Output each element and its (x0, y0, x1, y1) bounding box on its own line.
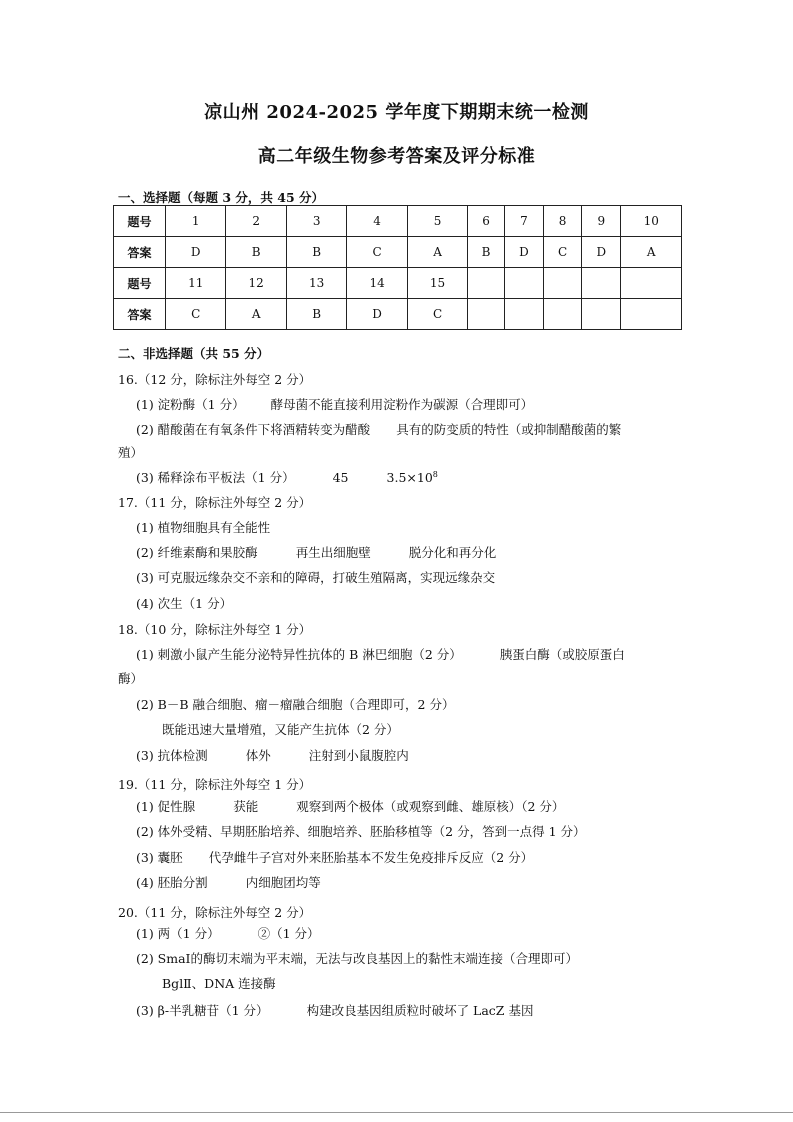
q20-answer-2b: BglⅡ、DNA 连接酶 (162, 976, 276, 991)
answer-text: (3) 抗体检测 (136, 748, 208, 763)
row-label: 题号 (114, 206, 166, 237)
table-cell (582, 268, 621, 299)
table-cell: 10 (621, 206, 682, 237)
table-cell: 6 (468, 206, 504, 237)
table-cell (544, 299, 582, 330)
q17-answer-3: (3) 可克服远缘杂交不亲和的障碍，打破生殖隔离，实现远缘杂交 (136, 570, 496, 585)
answer-text: (3) β-半乳糖苷（1 分） (136, 1003, 269, 1018)
table-cell: C (407, 299, 467, 330)
row-label: 题号 (114, 268, 166, 299)
q16-answer-3 (136, 468, 438, 486)
table-cell: A (621, 237, 682, 268)
answer-text: (2) 醋酸菌在有氧条件下将酒精转变为醋酸 (136, 422, 371, 437)
exponent: 8 (432, 469, 438, 479)
table-row (114, 237, 682, 268)
table-cell (621, 299, 682, 330)
table-cell: D (582, 237, 621, 268)
table-cell (504, 299, 543, 330)
q18-heading: 18.（10 分，除标注外每空 1 分） (118, 622, 312, 637)
answer-text: (3) 稀释涂布平板法（1 分） (136, 470, 295, 485)
answer-text: 45 (332, 470, 349, 485)
answer-text: 再生出细胞壁 (295, 545, 371, 560)
table-cell: 5 (407, 206, 467, 237)
q18-answer-3 (136, 746, 409, 764)
page-subtitle: 高二年级生物参考答案及评分标准 (257, 146, 536, 167)
table-cell: 13 (286, 268, 346, 299)
answer-text: 具有的防变质的特性（或抑制醋酸菌的繁 (396, 422, 622, 437)
q17-answer-4: (4) 次生（1 分） (136, 596, 233, 611)
q19-heading: 19.（11 分，除标注外每空 1 分） (118, 777, 312, 792)
q19-answer-3 (136, 848, 533, 866)
table-cell: C (347, 237, 407, 268)
table-cell: 2 (226, 206, 286, 237)
table-cell: A (407, 237, 467, 268)
answer-table (113, 205, 682, 330)
row-label: 答案 (114, 237, 166, 268)
table-cell: D (166, 237, 226, 268)
answer-text: 胰蛋白酶（或胶原蛋白 (499, 647, 625, 662)
answer-text: (1) 淀粉酶（1 分） (136, 397, 245, 412)
q20-answer-2: (2) SmaⅠ的酶切末端为平末端，无法与改良基因上的黏性末端连接（合理即可） (136, 951, 578, 966)
section1-title: 一、选择题（每题 3 分，共 45 分） (118, 190, 325, 205)
q17-answer-1: (1) 植物细胞具有全能性 (136, 520, 271, 535)
answer-text: (1) 刺激小鼠产生能分泌特异性抗体的 B 淋巴细胞（2 分） (136, 647, 462, 662)
q20-heading: 20.（11 分，除标注外每空 2 分） (118, 905, 312, 920)
answer-text: (1) 促性腺 (136, 799, 196, 814)
row-label: 答案 (114, 299, 166, 330)
q20-answer-1 (136, 924, 320, 942)
table-cell (504, 268, 543, 299)
answer-text: (2) 纤维素酶和果胶酶 (136, 545, 258, 560)
answer-text: 代孕雌牛子宫对外来胚胎基本不发生免疫排斥反应（2 分） (208, 850, 534, 865)
q19-answer-1 (136, 797, 564, 815)
table-cell: 4 (347, 206, 407, 237)
table-cell: 3 (286, 206, 346, 237)
answer-text: 体外 (245, 748, 271, 763)
table-cell: D (347, 299, 407, 330)
answer-text: 酵母菌不能直接利用淀粉作为碳源（合理即可） (270, 397, 534, 412)
answer-text: 注射到小鼠腹腔内 (308, 748, 409, 763)
table-cell: 8 (544, 206, 582, 237)
answer-text: (3) 囊胚 (136, 850, 183, 865)
table-cell: 12 (226, 268, 286, 299)
section2-title: 二、非选择题（共 55 分） (118, 346, 270, 361)
table-cell (582, 299, 621, 330)
table-cell: 14 (347, 268, 407, 299)
table-cell: B (286, 299, 346, 330)
table-cell: 7 (504, 206, 543, 237)
q16-answer-2 (136, 420, 621, 438)
q16-answer-2-cont: 殖） (118, 445, 144, 460)
table-cell: 15 (407, 268, 467, 299)
q18-answer-2: (2) B－B 融合细胞、瘤－瘤融合细胞（合理即可，2 分） (136, 697, 455, 712)
q19-answer-2: (2) 体外受精、早期胚胎培养、细胞培养、胚胎移植等（2 分，答到一点得 1 分） (136, 824, 586, 839)
table-cell: D (504, 237, 543, 268)
table-cell (468, 299, 504, 330)
q16-answer-1 (136, 395, 533, 413)
bottom-divider (0, 1112, 793, 1113)
answer-text: 获能 (233, 799, 259, 814)
table-cell: 1 (166, 206, 226, 237)
table-cell: B (286, 237, 346, 268)
answer-text: ②（1 分） (257, 926, 320, 941)
answer-text: 构建改良基因组质粒时破坏了 LacZ 基因 (306, 1003, 534, 1018)
table-cell (544, 268, 582, 299)
table-row (114, 206, 682, 237)
table-cell: 9 (582, 206, 621, 237)
table-cell: B (226, 237, 286, 268)
table-cell: C (166, 299, 226, 330)
table-cell: C (544, 237, 582, 268)
table-cell: A (226, 299, 286, 330)
answer-text: 3.5×10 (386, 470, 433, 485)
table-cell (621, 268, 682, 299)
table-cell (468, 268, 504, 299)
page-title: 凉山州 2024-2025 学年度下期期末统一检测 (204, 102, 589, 123)
q17-answer-2 (136, 543, 496, 561)
answer-text: (1) 两（1 分） (136, 926, 220, 941)
q19-answer-4 (136, 873, 321, 891)
q18-answer-2b: 既能迅速大量增殖，又能产生抗体（2 分） (162, 722, 399, 737)
table-row (114, 268, 682, 299)
q18-answer-1-cont: 酶） (118, 671, 144, 686)
q18-answer-1 (136, 645, 625, 663)
table-cell: 11 (166, 268, 226, 299)
table-cell: B (468, 237, 504, 268)
q16-heading: 16.（12 分，除标注外每空 2 分） (118, 372, 312, 387)
answer-text: 内细胞团均等 (245, 875, 321, 890)
q17-heading: 17.（11 分，除标注外每空 2 分） (118, 495, 312, 510)
answer-text: 观察到两个极体（或观察到雌、雄原核）（2 分） (296, 799, 565, 814)
q20-answer-3 (136, 1001, 533, 1019)
table-row (114, 299, 682, 330)
answer-text: 脱分化和再分化 (408, 545, 497, 560)
answer-text: (4) 胚胎分割 (136, 875, 208, 890)
